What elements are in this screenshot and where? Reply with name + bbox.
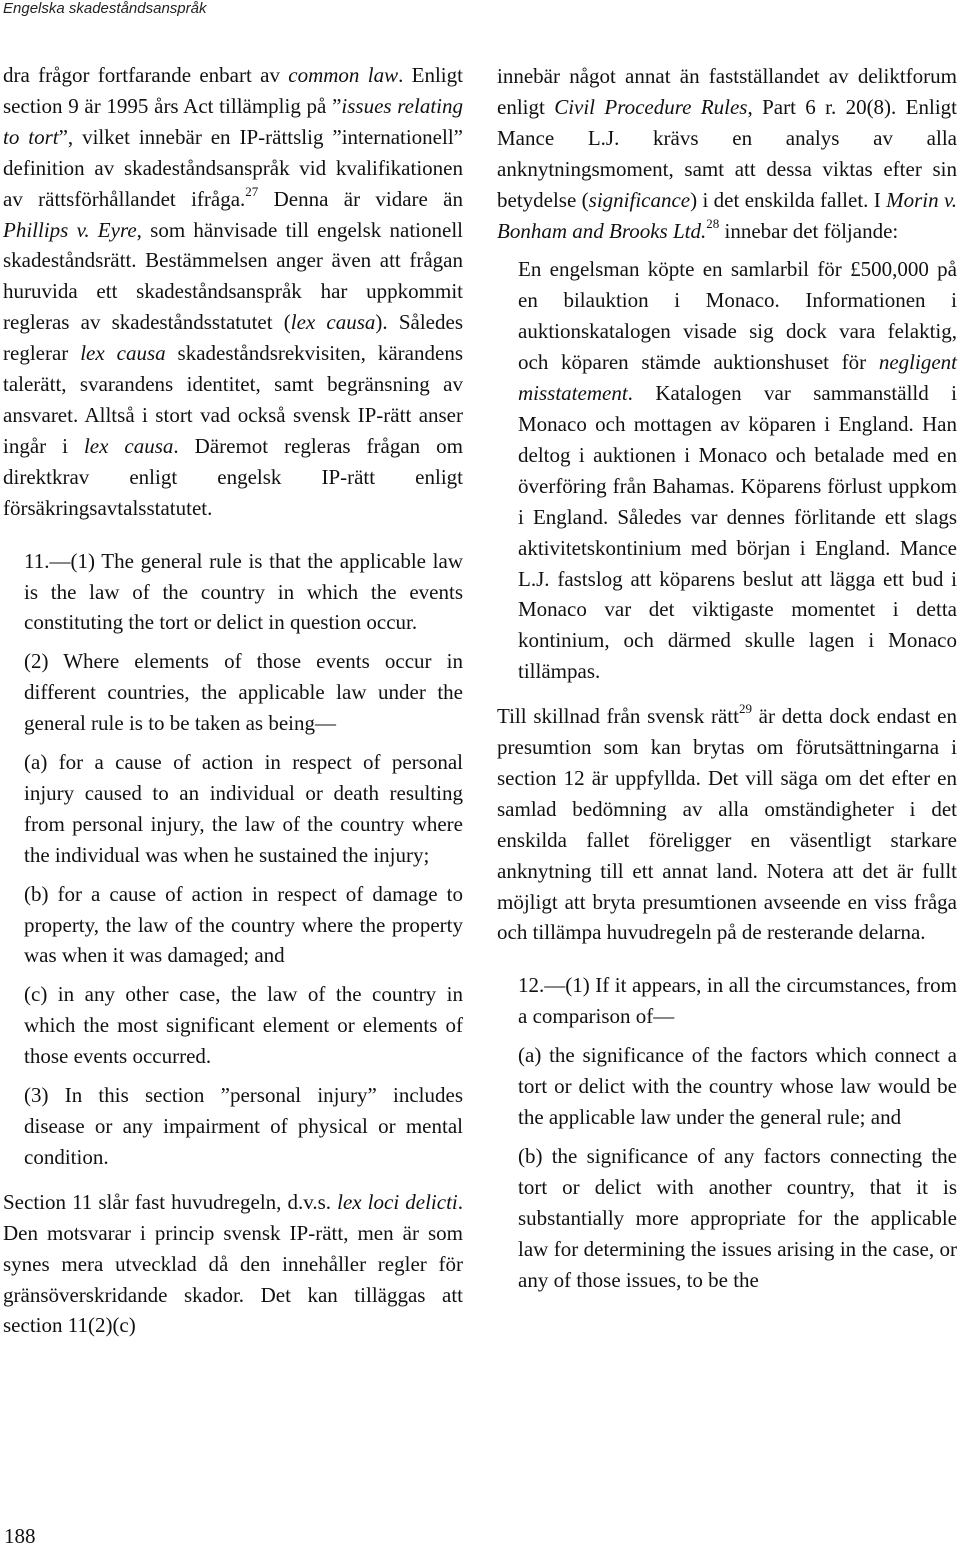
section-12-1b: (b) the significance of any factors connecting the tort or delict with another country, that it is substantially more appropriate for the applicable law for determining the issues arising in the case, or any of those issues, to be the	[518, 1143, 957, 1292]
paragraph-continuation: innebär något annat än fastställandet av deliktforum enligt Civil Procedure Rules, Part 6 r. 20(8). Enligt Mance L.J. krävs en analys av alla anknytningsmoment, samt att dessa viktas efter sin betydelse (significance) i det enskilda fallet. I Morin v. Bonham and Brooks Ltd.$^{28}$ innebar det följande:	[497, 64, 957, 243]
section-11-2a: (a) for a cause of action in respect of personal injury caused to an individual or death resulting from personal injury, the law of the country where the individual was when he sustained the injury;	[24, 750, 463, 867]
footnote-ref: 27	[245, 183, 259, 199]
page-number: 188	[4, 1524, 36, 1548]
section-12-1a: (a) the significance of the factors which connect a tort or delict with the country whose law would be the applicable law under the general rule; and	[518, 1043, 957, 1129]
paragraph-section-11-comment: Section 11 slår fast huvudregeln, d.v.s. lex loci delicti. Den motsvarar i princip svensk IP-rätt, men är som synes mera utvecklad då den innehåller regler för gränsöverskridande skador. Det kan tilläggas att section 11(2)(c)	[3, 1189, 463, 1338]
section-11-2b: (b) for a cause of action in respect of damage to property, the law of the country where the property was when it was damaged; and	[24, 881, 463, 968]
paragraph-intro: dra frågor fortfarande enbart av common law. Enligt section 9 är 1995 års Act tillämplig på ”issues relating to tort”, vilket innebär en IP-rättslig ”internationell” definition av skadeståndsanspråk vid kvalifikationen av rättsförhållandet ifråga.$^{27}$ Denna är vidare än Phillips v. Eyre, som hänvisade till engelsk nationell skadeståndsrätt. Bestämmelsen anger även att frågan huruvida ett skadeståndsanspråk har uppkommit regleras av skadeståndsstatutet (lex causa). Således reglerar lex causa skadeståndsrekvisiten, kärandens talerätt, svarandens identitet, samt begränsning av ansvaret. Alltså i stort vad också svensk IP-rätt anser ingår i lex causa. Däremot regleras frågan om direktkrav enligt engelsk IP-rätt enligt försäkringsavtalsstatutet.	[3, 63, 464, 520]
section-11-2c: (c) in any other case, the law of the country in which the most significant element or elements of those events occurred.	[24, 982, 463, 1069]
section-12-1: 12.—(1) If it appears, in all the circumstances, from a comparison of—	[518, 973, 957, 1029]
footnote-ref: 28	[706, 215, 720, 231]
left-column	[3, 60, 463, 1341]
footnote-ref: 29	[738, 701, 752, 717]
section-11-3: (3) In this section ”personal injury” includes disease or any impairment of physical or mental condition.	[24, 1083, 463, 1169]
right-column	[497, 61, 957, 1295]
paragraph-presumption: Till skillnad från svensk rätt$^{29}$ är detta dock endast en presumtion som kan brytas om förutsättningarna i section 12 är uppfyllda. Det vill säga om det efter en samlad bedömning av alla omständigheter i det enskilda fallet föreligger en väsentligt starkare anknytning till ett annat land. Notera att det är fullt möjligt att bryta presumtionen avseende en viss fråga och tillämpa huvudregeln på de resterande delarna.	[497, 701, 957, 945]
case-quote: En engelsman köpte en samlarbil för £500,000 på en bilauktion i Monaco. Informationen i auktionskatalogen visade sig dock vara felaktig, och köparen stämde auktionshuset för negligent misstatement. Katalogen var sammanställd i Monaco och mottagen av köparen i England. Han deltog i auktionen i Monaco och betalade med en överföring från Bahamas. Köparens förlust uppkom i England. Således var dennes förlitande ett slags aktivitetskontinium med början i England. Mance L.J. fastslog att köparens beslut att lägga ett bud i Monaco var det viktigaste momentet i detta kontinium, och därmed skulle lagen i Monaco tillämpas.	[518, 257, 957, 684]
section-11-1: 11.—(1) The general rule is that the applicable law is the law of the country in which the events constituting the tort or delict in question occur.	[24, 548, 463, 635]
section-11-2: (2) Where elements of those events occur in different countries, the applicable law under the general rule is to be taken as being—	[24, 649, 463, 736]
running-head: Engelska skadeståndsanspråk	[3, 0, 207, 17]
